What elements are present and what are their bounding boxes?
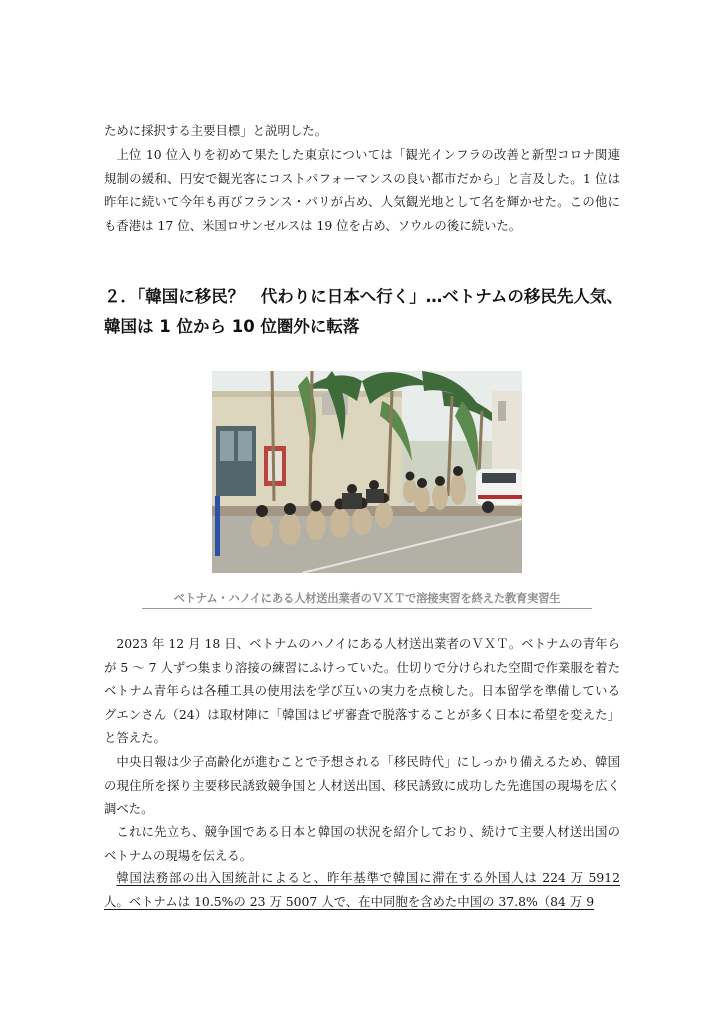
paragraph-tokyo-ranking: 上位 10 位入りを初めて果たした東京については「観光インフラの改善と新型コロナ関連規制の緩和、円安で観光客にコストパフォーマンスの良い都市だから」と言及した。1 位は昨年に続いて今年も再びフランス・パリが占め、人気観光地として名を輝かせた。この他にも香港は 17 位、米国ロサンゼルスは 19 位を占め、ソウルの後に続いた。 (104, 147, 620, 233)
paragraph-immigration-stats: 韓国法務部の出入国統計によると、昨年基準で韓国に滞在する外国人は 224 万 5912 人。ベトナムは 10.5%の 23 万 5007 人で、在中同胞を含めた中国の 37.8%（84 万 9 (104, 870, 620, 909)
paragraph-series-intro: これに先立ち、競争国である日本と韓国の状況を紹介しており、続けて主要人材送出国のベトナムの現場を伝える。 (104, 824, 620, 863)
section-heading: ２．「韓国に移民？ 代わりに日本へ行く」…ベトナムの移民先人気、韓国は 1 位から 10 位圏外に転落 (104, 287, 623, 336)
paragraph-joongang-series: 中央日報は少子高齢化が進むことで予想される「移民時代」にしっかり備えるため、韓国の現住所を探り主要移民誘致競争国と人材送出国、移民誘致に成功した先進国の現場を広く調べた。 (104, 754, 620, 816)
article-photo (212, 371, 522, 573)
photo-caption: ベトナム・ハノイにある人材送出業者のＶＸＴで溶接実習を終えた教育実習生 (142, 590, 592, 609)
paragraph-hanoi-report: 2023 年 12 月 18 日、ベトナムのハノイにある人材送出業者のＶＸＴ。ベトナムの青年らが 5 ～ 7 人ずつ集まり溶接の練習にふけっていた。仕切りで分けられた空間で作業服を着たベトナム青年らは各種工具の使用法を学び互いの実力を点検した。日本留学を準備しているグエンさん（24）は取材陣に「韓国はビザ審査で脱落することが多く日本に希望を変えた」と答えた。 (104, 636, 620, 745)
paragraph-continuation: ために採択する主要目標」と説明した。 (104, 123, 328, 138)
